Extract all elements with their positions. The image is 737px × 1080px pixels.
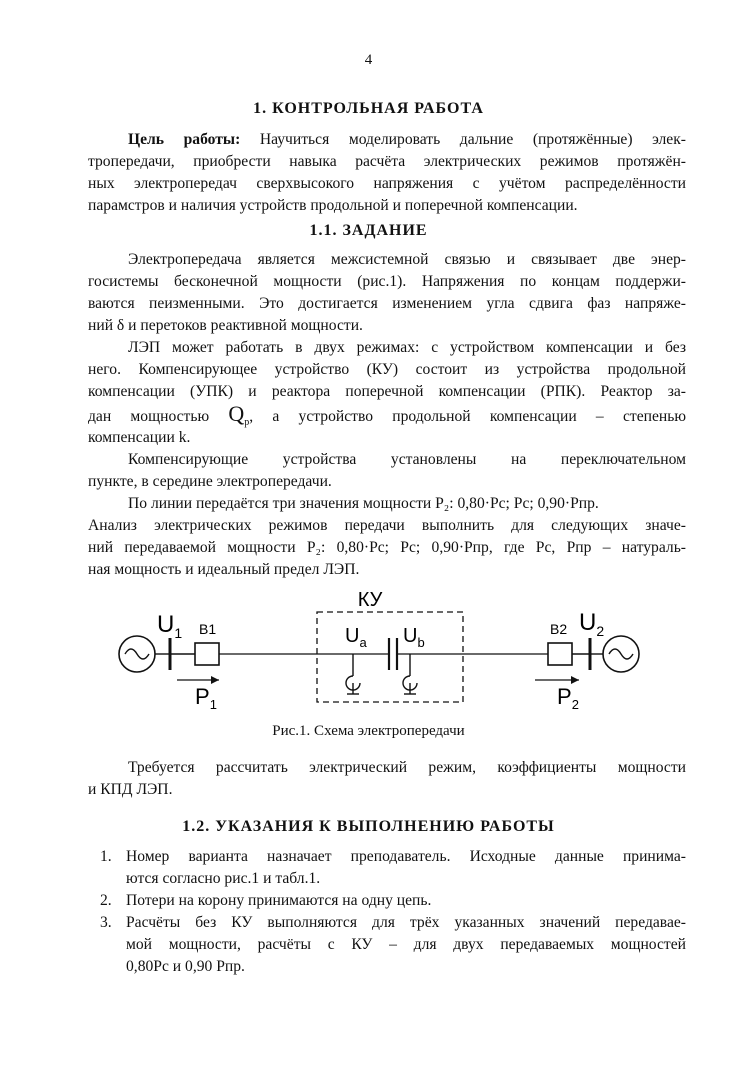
para2-line-3: компенсации (УПК) и реактора поперечной компенсации (РПК). Реактор за- <box>88 383 686 400</box>
b2-label: B2 <box>550 621 568 637</box>
reactor-b-icon <box>403 654 417 694</box>
goal-line-2: тропередачи, приобрести навыка расчёта электрических режимов протяжён- <box>88 153 686 170</box>
goal-line-1: Цель работы: Научиться моделировать дальние (протяжённые) элек- <box>128 131 686 148</box>
section-1-title: 1. КОНТРОЛЬНАЯ РАБОТА <box>253 100 484 117</box>
section-1-2-title: 1.2. УКАЗАНИЯ К ВЫПОЛНЕНИЮ РАБОТЫ <box>182 818 555 835</box>
p2-label: $P_2$ <box>557 684 579 712</box>
para2-line-1: ЛЭП может работать в двух режимах: с устройством компенсации и без <box>128 339 686 356</box>
para1-line-2: госистемы бесконечной мощности (рис.1). Напряжения по концам поддержи- <box>88 273 686 290</box>
p1-label: $P_1$ <box>195 684 217 712</box>
generator-left-icon <box>119 636 155 672</box>
u1-label: $U_1$ <box>157 611 183 641</box>
power-arrow-p2-icon <box>535 676 579 684</box>
breaker-b2-icon <box>548 643 572 665</box>
goal-line-4: парамстров и наличия устройств продольной и поперечной компенсации. <box>88 197 578 214</box>
after-diagram-line-2: и КПД ЛЭП. <box>88 781 173 798</box>
para3-line-1: Компенсирующие устройства установлены на переключательном <box>128 451 686 468</box>
power-transmission-diagram <box>95 582 655 712</box>
generator-right-icon <box>603 636 639 672</box>
para4-line-3: ний передаваемой мощности P₂: 0,80·Pс; Pс; 0,90·Pпр, где Pс, Pпр – натураль- <box>88 539 686 556</box>
b1-label: B1 <box>199 621 217 637</box>
para4-line-1: По линии передаётся три значения мощности P₂: 0,80·Pс; Pс; 0,90·Pпр. <box>128 495 599 512</box>
page-number: 4 <box>364 52 373 68</box>
goal-line-3: ных электропередач сверхвысокого напряжения с учётом распределённости <box>88 175 686 192</box>
u2-label: $U_2$ <box>579 609 605 639</box>
para4-line-4: ная мощность и идеальный предел ЛЭП. <box>88 561 360 578</box>
ub-label: $U_b$ <box>403 625 425 650</box>
figure-caption: Рис.1. Схема электропередачи <box>272 723 465 739</box>
power-arrow-p1-icon <box>177 676 219 684</box>
ua-label: $U_a$ <box>345 625 367 650</box>
breaker-b1-icon <box>195 643 219 665</box>
goal-label: Цель работы: <box>128 131 241 148</box>
section-1-1-title: 1.1. ЗАДАНИЕ <box>309 222 428 239</box>
para3-line-2: пункте, в середине электропередачи. <box>88 473 332 490</box>
para2-line-4: дан мощностью $Q_р$, а устройство продольной компенсации – степенью <box>88 401 686 429</box>
reactor-a-icon <box>346 654 360 694</box>
para1-line-4: ний δ и перетоков реактивной мощности. <box>88 317 363 334</box>
para1-line-3: ваются пеизменными. Это достигается изменением угла сдвига фаз напряже- <box>88 295 686 312</box>
para2-line-2: него. Компенсирующее устройство (КУ) состоит из устройства продольной <box>88 361 686 378</box>
para2-line-5: компенсации k. <box>88 429 191 446</box>
para1-line-1: Электропередача является межсистемной связью и связывает две энер- <box>128 251 686 268</box>
para4-line-2: Анализ электрических режимов передачи выполнить для следующих значе- <box>88 517 686 534</box>
ku-label: КУ <box>357 589 383 611</box>
after-diagram-line-1: Требуется рассчитать электрический режим, коэффициенты мощности <box>128 759 686 776</box>
